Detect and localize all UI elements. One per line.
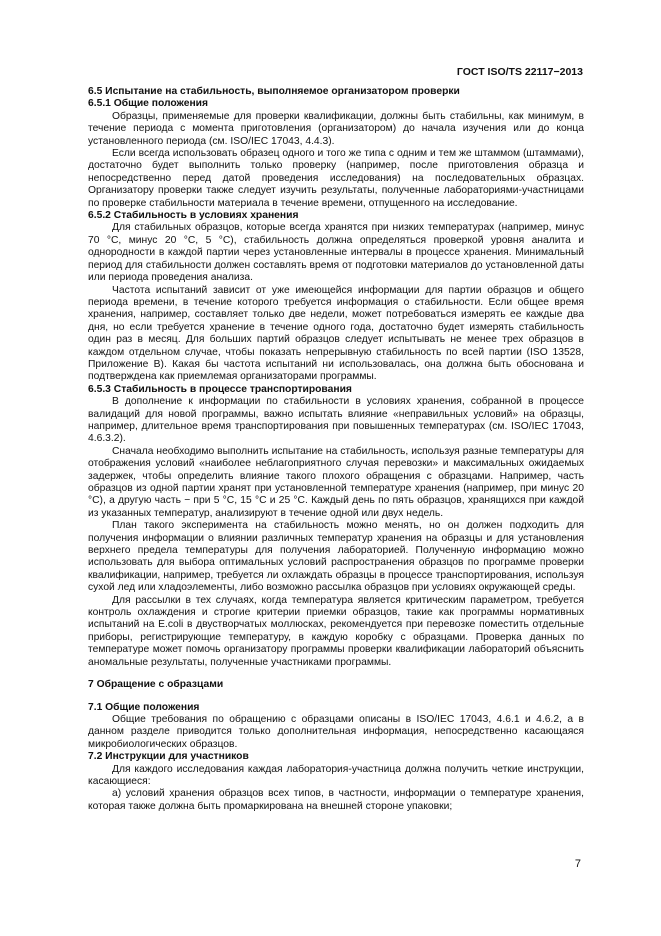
paragraph: Для стабильных образцов, которые всегда хранятся при низких температурах (например, минус 70 °С, минус 20 °С, 5 °С), стабильность должна определяться проверкой уровня аналита и однородности в каждой партии через установленные интервалы в процессе хранения. Минимальный период для стабильности должен составлять время от подготовки материалов до установленной даты или периода проведения анализа. [88,222,584,284]
section-7-heading: 7 Обращение с образцами [88,679,224,691]
page-content [88,86,584,813]
spacer [88,692,584,702]
paragraph: Образцы, применяемые для проверки квалификации, должны быть стабильны, как минимум, в течение периода с момента приготовления (организатором) до начала изучения или до конца установленного периода (см. ISO/IEC 17043, 4.4.3). [88,110,584,147]
paragraph: План такого эксперимента на стабильность можно менять, но он должен подходить для получения информации о влиянии различных температур хранения на образцы и для установления верхнего предела температуры для получения лабораторией. Полученную информацию можно использовать для выбора оптимальных условий распространения образцов по программе проверки квалификации, например, требуется ли охлаждать образцы в процессе транспортирования, используя сухой лед или хладоэлементы, либо возможно рассылка образцов при условиях окружающей среды. [88,520,584,594]
list-item: а) условий хранения образцов всех типов, в частности, информации о температуре хранения, которая также должна быть промаркирована на внешней стороне упаковки; [88,788,584,812]
section-7-1-heading: 7.1 Общие положения [88,701,200,713]
spacer [88,669,584,679]
section-6-5-1-heading: 6.5.1 Общие положения [88,98,208,110]
section-6-5-heading: 6.5 Испытание на стабильность, выполняемое организатором проверки [88,86,460,97]
paragraph: Частота испытаний зависит от уже имеющейся информации для партии образцов и общего периода времени, в течение которого требуется информация о стабильности. Если общее время хранения, например, составляет только две недели, может потребоваться измерять ее каждые два дня, но если требуется хранение в течение одного года, достаточно будет измерять стабильность один раз в месяц. Для больших партий образцов следует испытывать не менее трех образцов в каждом отдельном случае, чтобы показать непрерывную стабильность по всей партии (ISO 13528, Приложение В). Какая бы частота испытаний ни использовалась, она должна быть обоснована и подтверждена как приемлемая организаторами программы. [88,284,584,383]
page-number: 7 [574,858,581,870]
paragraph: В дополнение к информации по стабильности в условиях хранения, собранной в процессе валидаций для новой программы, важно испытать влияние «неправильных условий» на образцы, например, длительное время транспортирования при повышенных температурах (см. ISO/IEC 17043, 4.6.3.2). [88,396,584,445]
section-6-5-2-heading: 6.5.2 Стабильность в условиях хранения [88,210,299,222]
paragraph: Если всегда использовать образец одного и того же типа с одним и тем же штаммом (штаммами), достаточно будет выполнить только проверку (например, после приготовления образца и непосредственно перед датой проведения исследования) на последовательных образцах. Организатору проверки также следует изучить результаты, полученные лабораториями-участницами по проверке стабильности материала в течение времени, отпущенного на исследование. [88,148,584,209]
paragraph: Общие требования по обращению с образцами описаны в ISO/IEC 17043, 4.6.1 и 4.6.2, а в данном разделе приводится только дополнительная информация, непосредственно касающаяся микробиологических образцов. [88,713,584,750]
document-code-header: ГОСТ ISO/TS 22117−2013 [456,66,583,78]
section-6-5-3-heading: 6.5.3 Стабильность в процессе транспортирования [88,383,352,395]
paragraph: Для рассылки в тех случаях, когда температура является критическим параметром, требуется контроль охлаждения и строгие критерии приемки образцов, такие как программы нормативных испытаний на E.coli в двустворчатых моллюсках, рекомендуется при перевозке поместить отдельные приборы, регистрирующие температуру, в каждую коробку с образцами. Проверка данных по температуре может помочь организатору программы проверки квалификации лабораторий объяснить аномальные результаты, полученные участниками программы. [88,594,584,668]
paragraph: Сначала необходимо выполнить испытание на стабильность, используя разные температуры для отображения условий «наиболее неблагоприятного случая перевозки» и максимальных ожидаемых задержек, чтобы определить влияние такого плохого обращения с образцами. Например, часть образцов из одной партии хранят при установленной температуре хранения (например, при минус 20 °С), а другую часть − при 5 °С, 15 °С и 25 °С. Каждый день по пять образцов, хранящихся при каждой из указанных температур, анализируют в течение одной или двух недель. [88,445,584,519]
paragraph: Для каждого исследования каждая лаборатория-участница должна получить четкие инструкции, касающиеся: [88,763,584,787]
section-7-2-heading: 7.2 Инструкции для участников [88,751,249,763]
